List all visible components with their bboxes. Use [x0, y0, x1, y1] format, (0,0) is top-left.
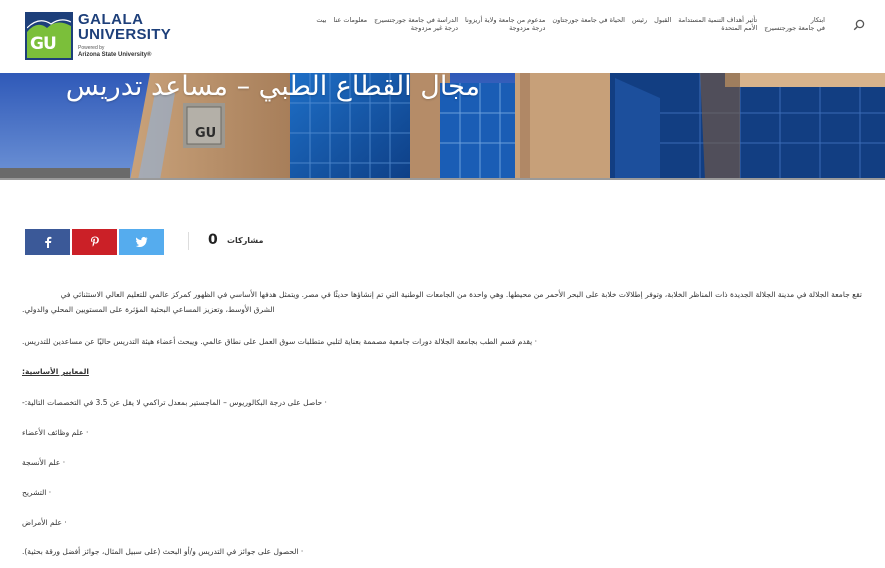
nav-item-label: مدعوم من جامعة ولاية أريزونا — [465, 16, 546, 24]
nav-item-label: الحياة في جامعة جورجتاون — [552, 16, 625, 24]
nav-item-sublabel: درجة غير مزدوجة — [410, 24, 459, 32]
list-bullet: · — [48, 488, 52, 497]
intro-paragraph-line1: تقع جامعة الجلالة في مدينة الجلالة الجديدة ذات المناظر الخلابة، وتوفر إطلالات خلابة على البحر الأحمر من محيطها. وهي واحدة من الجامعات الوطنية التي تم إنشاؤها حديثًا في مصر. ويتمثل هدفها الأساسي في الظهور كمركز عالمي للتعليم العالي الاستثنائي في — [60, 290, 862, 299]
criteria-heading — [22, 367, 862, 376]
share-pinterest-button[interactable] — [72, 229, 117, 255]
share-facebook-button[interactable] — [25, 229, 70, 255]
list-bullet: · — [86, 428, 89, 437]
page-title: مجال القطاع الطبي – مساعد تدريس — [65, 73, 480, 102]
share-count: 0 — [208, 232, 218, 248]
logo-powered-by: Powered by — [78, 45, 105, 51]
list-item-text: حاصل على درجة البكالوريوس – الماجستير بمعدل تراكمي لا يقل عن 3.5 في التخصصات التالية:- — [22, 398, 323, 407]
hero-banner — [0, 73, 885, 180]
list-item — [22, 428, 862, 437]
logo-name-line1: GALALA — [78, 11, 144, 28]
department-paragraph — [22, 337, 862, 346]
nav-item-president[interactable] — [632, 16, 647, 46]
twitter-icon — [136, 237, 148, 247]
logo-hills-icon — [27, 14, 71, 34]
nav-item-sublabel: في جامعة جورجتسيرج — [764, 24, 825, 32]
nav-item-campus-life[interactable] — [552, 16, 625, 46]
nav-item-label: القبول — [654, 16, 672, 24]
nav-item-label: ابتكار — [810, 16, 825, 24]
logo-mark-text: GU — [30, 34, 56, 54]
nav-item-asu-powered[interactable] — [465, 16, 545, 46]
search-icon[interactable] — [853, 19, 865, 31]
list-item — [22, 458, 862, 467]
facebook-icon — [43, 236, 53, 248]
nav-item-label: رئيس — [631, 16, 648, 24]
list-bullet: · — [324, 398, 327, 407]
nav-item-label: معلومات عنا — [333, 16, 368, 24]
logo-partner: Arizona State University® — [78, 52, 152, 58]
list-item — [22, 398, 862, 407]
social-share-bar — [25, 229, 166, 255]
share-count-label: مشاركات — [227, 236, 264, 245]
nav-item-study[interactable] — [374, 16, 458, 46]
list-bullet: · — [300, 547, 304, 556]
share-divider — [188, 232, 189, 250]
list-item-text: الحصول على جوائز في التدريس و/أو البحث (على سبيل المثال، جوائز أفضل ورقة بحثية). — [22, 547, 299, 556]
university-logo[interactable] — [25, 12, 175, 62]
logo-name-line2: UNIVERSITY — [78, 26, 172, 43]
nav-item-label: تأثير أهداف التنمية المستدامة — [678, 16, 758, 24]
share-twitter-button[interactable] — [119, 229, 164, 255]
list-item-text: علم الأنسجة — [22, 458, 61, 467]
nav-item-home[interactable] — [316, 16, 326, 46]
nav-item-innovation[interactable] — [764, 16, 825, 46]
list-item-text: علم الأمراض — [22, 518, 63, 527]
hero-sign-text: GU — [195, 126, 217, 141]
list-bullet: · — [62, 458, 66, 467]
list-item-text: التشريح — [22, 488, 47, 497]
list-item — [22, 488, 862, 497]
nav-item-sublabel: درجة مزدوجة — [509, 24, 546, 32]
nav-item-admission[interactable] — [654, 16, 671, 46]
nav-item-sdg-impact[interactable] — [678, 16, 757, 46]
list-item — [22, 547, 862, 556]
site-header — [0, 0, 885, 73]
criteria-heading-text: المعايير الأساسية: — [22, 367, 89, 376]
intro-paragraph-line2: الشرق الأوسط، وتعزيز المساعي البحثية المؤثرة على المستويين المحلي والدولي. — [22, 305, 275, 314]
list-item — [22, 518, 862, 527]
department-text: يقدم قسم الطب بجامعة الجلالة دورات جامعية مصممة بعناية لتلبي متطلبات سوق العمل على نطاق عالمي. ويبحث أعضاء هيئة التدريس حاليًا عن مساعدين للتدريس. — [22, 337, 533, 346]
list-item-text: علم وظائف الأعضاء — [22, 428, 84, 437]
nav-item-label: بيت — [316, 16, 327, 24]
main-navigation — [316, 16, 825, 46]
list-bullet: · — [64, 518, 67, 527]
logo-mark — [25, 12, 73, 60]
nav-item-label: الدراسة في جامعة جورجتسيرج — [374, 16, 459, 24]
nav-item-about[interactable] — [333, 16, 367, 46]
pinterest-icon — [90, 236, 100, 248]
nav-item-sublabel: الأمم المتحدة — [721, 24, 758, 32]
list-bullet: · — [534, 337, 538, 346]
